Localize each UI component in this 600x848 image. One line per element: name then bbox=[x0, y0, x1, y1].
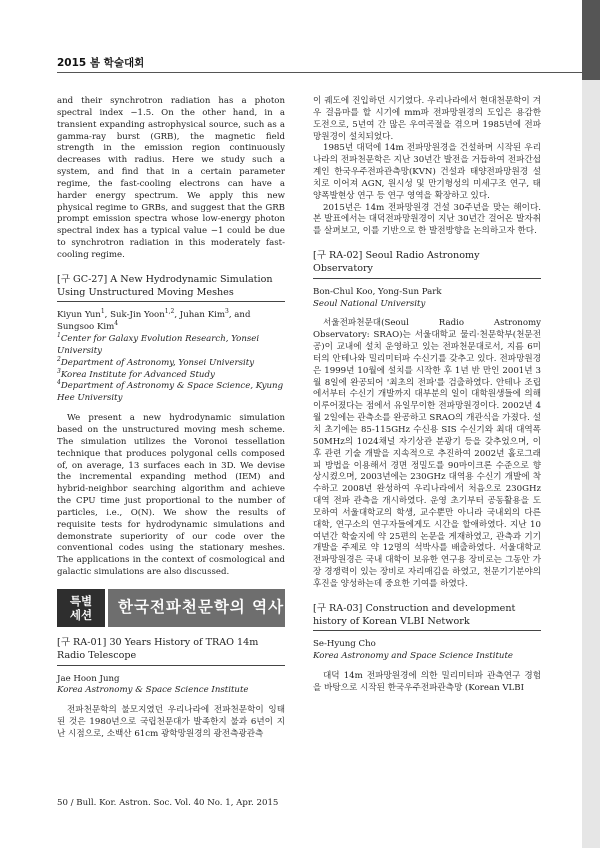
previous-abstract-end: and their synchrotron radiation has a photon spectral index −1.5. On the other hand, in a transient expanding astrophysical source, such as a gamma-ray burst (GRB), the magnetic field strength in the emission region continuously decreases with radius. Here we study such a system, and find that in a certain parameter regime, the fast-cooling electrons can have a harder energy spectrum. We apply this new physical regime to GRBs, and suggest that the GRB prompt emission spectra whose low-energy photon spectral index has a typical value −1 could be due to synchrotron radiation in this moderately fast-cooling regime. bbox=[57, 96, 285, 260]
title-rule bbox=[313, 278, 541, 279]
header-rule bbox=[57, 72, 582, 73]
special-session-tag: 특별 세션 bbox=[57, 589, 105, 627]
gc27-affiliation-3: $^3$Korea Institute for Advanced Study bbox=[57, 367, 215, 380]
page-footer: 50 / Bull. Kor. Astron. Soc. Vol. 40 No. 1, Apr. 2015 bbox=[57, 798, 279, 808]
ra01-title: [구 RA-01] 30 Years History of TRAO 14m Radio Telescope bbox=[57, 636, 259, 661]
ra02-title: [구 RA-02] Seoul Radio Astronomy Observatory bbox=[313, 250, 480, 274]
ra01-authors: Jae Hoon Jung bbox=[57, 673, 120, 684]
ra01-affiliation: Korea Astronomy & Space Science Institute bbox=[57, 685, 249, 696]
ra01-continued-2: 1985년 대덕에 14m 전파망원경을 건설하며 시작된 우리나라의 전파천문학은 지난 30년간 발전을 거듭하여 전파간섭계인 한국우주전파관측망(KVN) 건설과 태양전파망원경 설치로 이어져 AGN, 원시성 및 만기형성의 미세구조 연구, 태양폭발현상 연구 등 연구 영역을 확장하고 있다. bbox=[313, 143, 541, 201]
gc27-affiliation-1: $^1$Center for Galaxy Evolution Research, Yonsei University bbox=[57, 332, 260, 356]
ra02-authors: Bon-Chul Koo, Yong-Sun Park bbox=[313, 286, 442, 297]
gc27-title: [구 GC-27] A New Hydrodynamic Simulation Using Unstructured Moving Meshes bbox=[57, 273, 273, 298]
ra02-affiliation: Seoul National University bbox=[313, 298, 426, 309]
ra03-affiliation: Korea Astronomy and Space Science Institute bbox=[313, 651, 514, 662]
title-rule bbox=[313, 630, 541, 631]
gc27-authors: Kiyun Yun$^1$, Suk-Jin Yoon$^{1,2}$, Juhan Kim$^3$, and Sungsoo Kim$^4$ bbox=[57, 308, 251, 333]
gc27-abstract: We present a new hydrodynamic simulation based on the unstructured moving mesh scheme. The simulation utilizes the Voronoi tessellation technique that produces polygonal cells composed of, on average, 13 surfaces each in 3D. We devise the incremental expanding method (IEM) and hybrid-neighbor searching algorithm and achieve the CPU time just proportional to the number of particles, i.e., O(N). We show the results of requisite tests for hydrodynamic simulations and demonstrate superiority of our code over the conventional codes using the stationary meshes. The applications in the context of cosmological and galactic simulations are also discussed. bbox=[57, 413, 285, 578]
title-rule bbox=[57, 301, 285, 302]
ra01-continued-3: 2015년은 14m 전파망원경 건설 30주년을 맞는 해이다. 본 발표에서는 대덕전파망원경이 지난 30년간 걸어온 발자취를 살펴보고, 이를 기반으로 한 발전방향을 논의하고자 한다. bbox=[313, 202, 541, 237]
left-column bbox=[57, 96, 285, 741]
page-edge-tab bbox=[582, 0, 600, 80]
running-title: 2015 봄 학술대회 bbox=[57, 57, 145, 69]
ra01-abstract-start: 전파천문학의 불모지였던 우리나라에 전파천문학이 잉태된 것은 1980년으로 국립천문대가 발족한지 불과 6년이 지난 시점으로, 소백산 61cm 광학망원경의 광전측광관측 bbox=[57, 705, 285, 739]
right-column bbox=[313, 96, 541, 695]
ra03-title: [구 RA-03] Construction and development history of Korean VLBI Network bbox=[313, 602, 516, 627]
gc27-affiliation-4: $^4$Department of Astronomy & Space Science, Kyung Hee University bbox=[57, 379, 284, 404]
gc27-affiliation-2: $^2$Department of Astronomy, Yonsei University bbox=[57, 355, 255, 368]
special-session-title: 한국전파천문학의 역사 bbox=[108, 589, 285, 627]
page-edge-rail bbox=[582, 0, 600, 848]
ra03-abstract-start: 대덕 14m 전파망원경에 의한 밀리미터파 관측연구 경험을 바탕으로 시작된 한국우주전파관측망 (Korean VLBI bbox=[313, 671, 541, 693]
ra02-abstract: 서울전파천문대(Seoul Radio Astronomy Observatory: SRAO)는 서울대학교 물리·천문학부(천문전공)이 교내에 설치 운영하고 있는 전파천문대로서, 지름 6미터의 안테나와 밀리미터파 수신기를 갖추고 있다. 전파망원경은 1999년 10월에 설치를 시작한 후 1년 반 만인 2001년 3월 8일에 완공되어 '최초의 전파'를 검출하였다. 안테나 조립에서부터 수신기 개발까지 대부분의 일이 대학원생들에 의해 이루어졌다는 점에서 유일무이한 전파망원경이다. 2002년 4월 2일에는 관측소를 완공하고 SRAO의 개관식을 가졌다. 설치 초기에는 85-115GHz 수신용 SIS 수신기와 최대 대역폭 50MHz의 1024채널 자기상관 분광기 등을 갖추었으며, 이후 관련 기술 개발을 지속적으로 추진하여 2002년 홀로그래피 방법을 이용해서 경면 정밀도를 90마이크론 수준으로 향상시켰으며, 2003년에는 230GHz 대역용 수신기 개발에 착수하고 2008년 완성하여 우리나라에서 처음으로 230GHz대역 전파 관측을 개시하였다. 운영 초기부터 공동활용을 도모하여 서울대학교의 학생, 교수뿐만 아니라 국내외의 다른 대학, 연구소의 연구자들에게도 시간을 할애하였다. 지난 10여년간 학술지에 약 25편의 논문을 게재하였고, 관측과 기기개발을 주제로 약 12명의 석박사를 배출하였다. 서울대학교 전파망원경은 국내 대학이 보유한 연구용 장비로는 그동안 가장 경쟁력이 있는 장비로 자리매김을 하였고, 천문기기분야의 후진을 양성하는데 중요한 기여를 하였다. bbox=[313, 318, 541, 589]
special-session-banner bbox=[57, 589, 285, 627]
ra01-continued-1: 이 궤도에 진입하던 시기였다. 우리나라에서 현대천문학이 겨우 걸음마를 할 시기에 mm파 전파망원경의 도입은 용감한 도전으로, 5년여 간 많은 우여곡절을 겪으며 1985년에 전파망원경이 설치되었다. bbox=[313, 96, 541, 142]
ra03-authors: Se-Hyung Cho bbox=[313, 639, 376, 650]
title-rule bbox=[57, 665, 285, 666]
